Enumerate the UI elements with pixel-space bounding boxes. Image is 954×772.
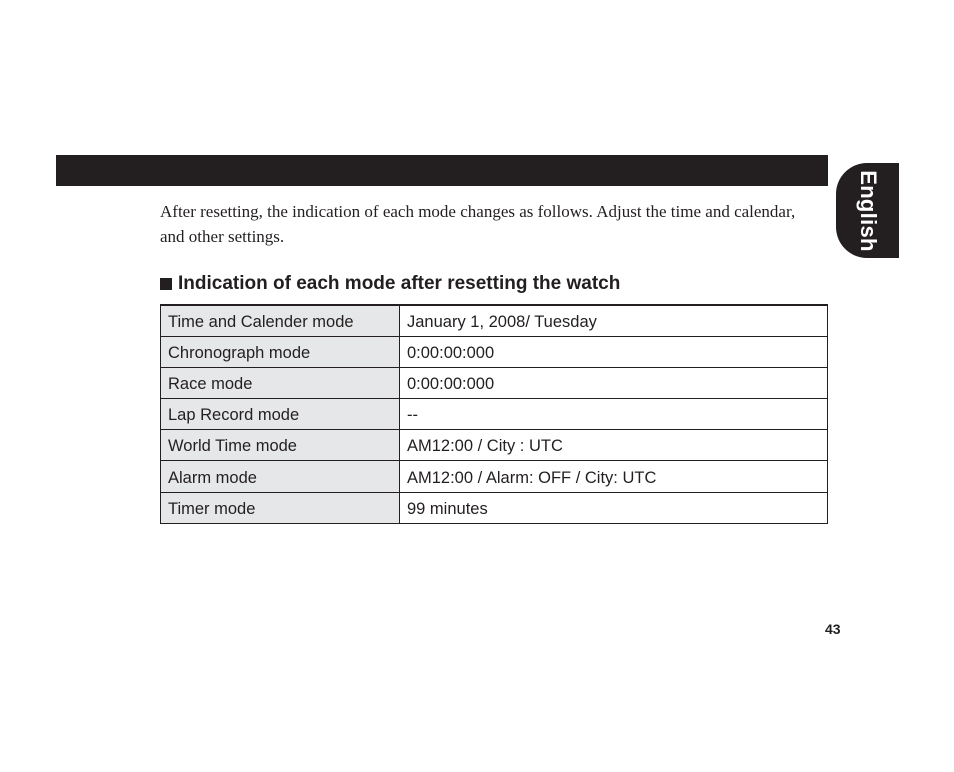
mode-name-cell: Timer mode bbox=[161, 492, 400, 523]
section-heading-text: Indication of each mode after resetting the watch bbox=[178, 273, 621, 294]
mode-name-cell: World Time mode bbox=[161, 430, 400, 461]
mode-name-cell: Time and Calender mode bbox=[161, 305, 400, 336]
mode-indication-cell: 0:00:00:000 bbox=[400, 367, 828, 398]
mode-indication-cell: -- bbox=[400, 399, 828, 430]
mode-indication-cell: AM12:00 / Alarm: OFF / City: UTC bbox=[400, 461, 828, 492]
header-bar bbox=[56, 155, 828, 186]
square-bullet-icon bbox=[160, 278, 172, 290]
mode-name-cell: Alarm mode bbox=[161, 461, 400, 492]
section-heading bbox=[160, 272, 620, 296]
table-row bbox=[161, 399, 828, 430]
mode-indication-cell: AM12:00 / City : UTC bbox=[400, 430, 828, 461]
intro-paragraph: After resetting, the indication of each mode changes as follows. Adjust the time and calendar, and other settings. bbox=[160, 202, 796, 246]
table-row bbox=[161, 492, 828, 523]
table-row bbox=[161, 461, 828, 492]
table-row bbox=[161, 336, 828, 367]
mode-indication-cell: 99 minutes bbox=[400, 492, 828, 523]
mode-indication-cell: January 1, 2008/ Tuesday bbox=[400, 305, 828, 336]
mode-name-cell: Lap Record mode bbox=[161, 399, 400, 430]
mode-indication-table bbox=[160, 304, 828, 524]
table-row bbox=[161, 430, 828, 461]
page-number: 43 bbox=[825, 621, 841, 637]
language-tab-label: English bbox=[855, 169, 881, 252]
mode-name-cell: Race mode bbox=[161, 367, 400, 398]
language-tab bbox=[836, 163, 899, 258]
table-row bbox=[161, 305, 828, 336]
table-row bbox=[161, 367, 828, 398]
mode-indication-cell: 0:00:00:000 bbox=[400, 336, 828, 367]
mode-name-cell: Chronograph mode bbox=[161, 336, 400, 367]
